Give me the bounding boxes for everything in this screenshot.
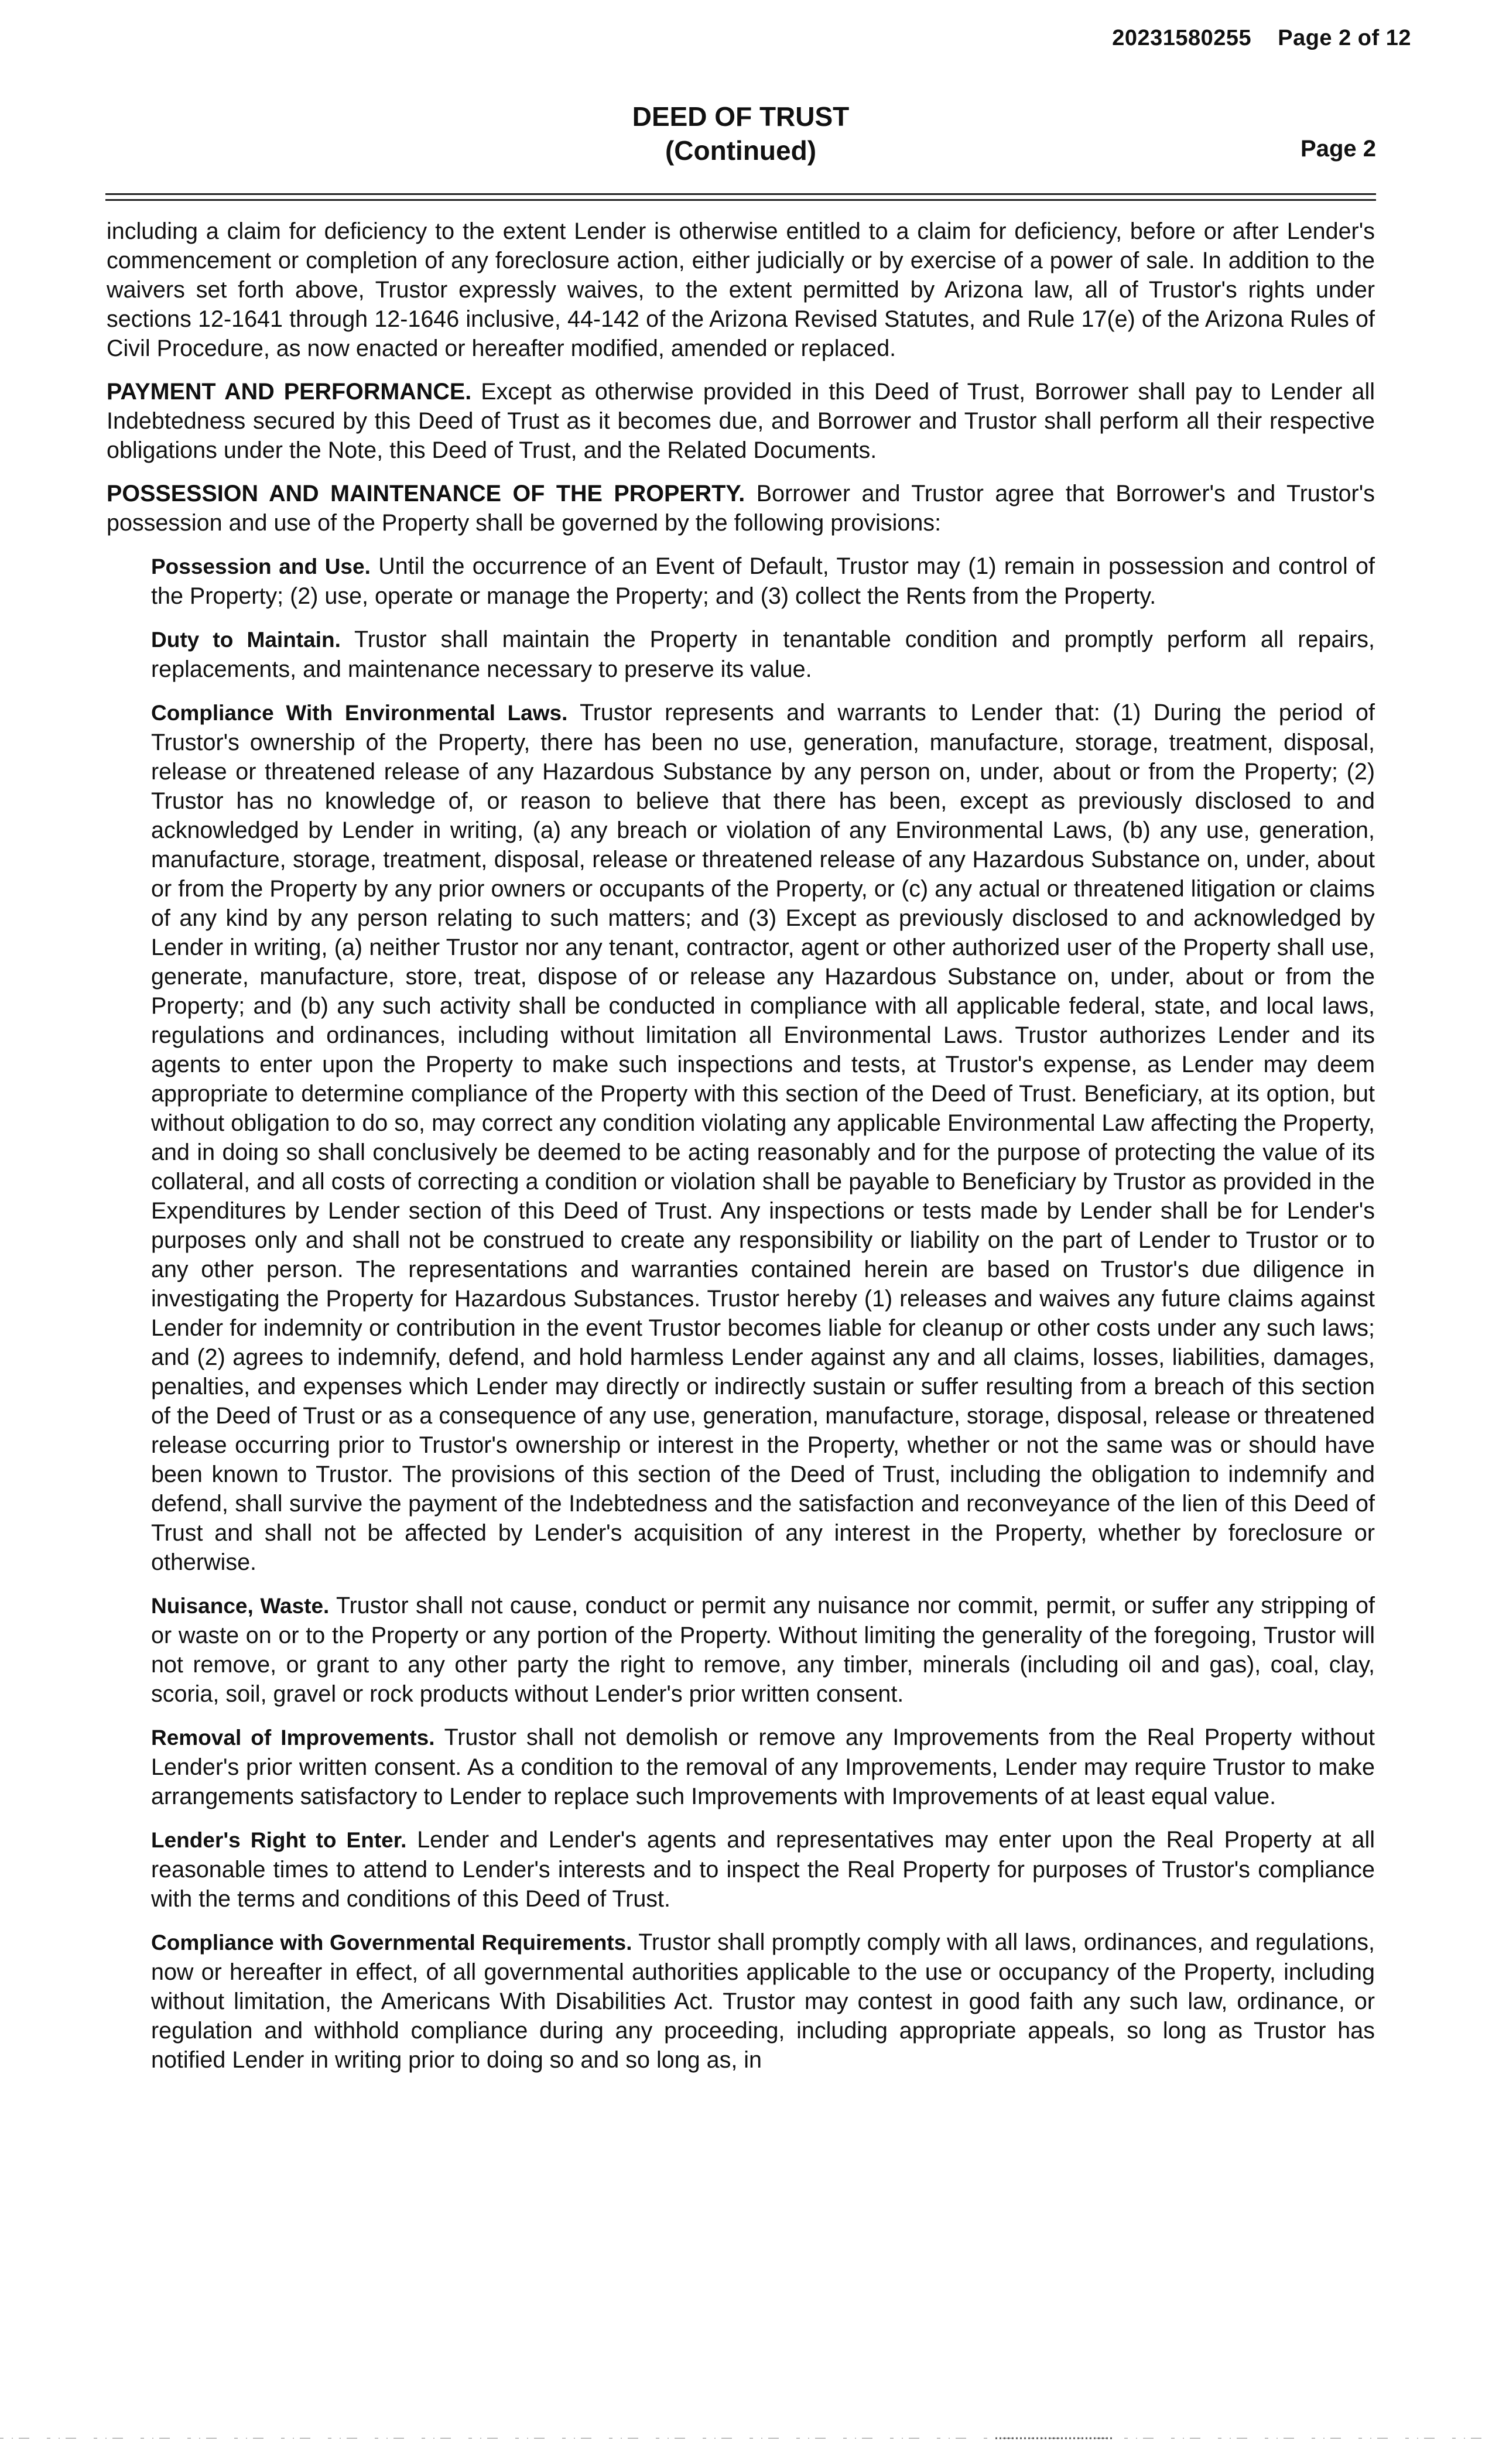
header-rule-bottom (105, 199, 1376, 201)
subsection-possession-and-use (107, 552, 1375, 611)
subsection-heading: Removal of Improvements. (151, 1726, 435, 1750)
paragraph-text: including a claim for deficiency to the extent Lender is otherwise entitled to a claim for deficiency, before or after Lender's commencement or completion of any foreclosure action, either judicially or by exercise of a power of sale. In addition to the waivers set forth above, Trustor expressly waives, to the extent permitted by Arizona law, all of Trustor's rights under sections 12-1641 through 12-1646 inclusive, 44-142 of the Arizona Revised Statutes, and Rule 17(e) of the Arizona Rules of Civil Procedure, as now enacted or hereafter modified, amended or replaced. (107, 218, 1375, 361)
paragraph-text: Trustor shall not demolish or remove any Improvements from the Real Property without Lender's prior written consent. As a condition to the removal of any Improvements, Lender may require Trustor to make arrangements satisfactory to Lender to replace such Improvements with Improvements of at least equal value. (151, 1724, 1375, 1809)
header-rule-top (105, 193, 1376, 195)
document-body (107, 217, 1375, 2089)
subsection-environmental-laws (107, 698, 1375, 1577)
subsection-heading: Compliance With Environmental Laws. (151, 701, 568, 725)
paragraph-text: Trustor shall promptly comply with all laws, ordinances, and regulations, now or hereafter in effect, of all governmental authorities applicable to the use or occupancy of the Property, including without limitation, the Americans With Disabilities Act. Trustor may contest in good faith any such law, ordinance, or regulation and withhold compliance during any proceeding, including appropriate appeals, so long as Trustor has notified Lender in writing prior to doing so and so long as, in (151, 1929, 1375, 2073)
document-header (105, 100, 1376, 167)
section-heading: POSSESSION AND MAINTENANCE OF THE PROPERTY. (107, 481, 745, 507)
document-number: 20231580255 (1112, 26, 1252, 50)
document-subtitle: (Continued) (665, 135, 817, 166)
page-label: Page 2 (1300, 136, 1376, 162)
recording-stamp (1112, 26, 1411, 51)
paragraph-text: Trustor shall not cause, conduct or permit any nuisance nor commit, permit, or suffer any stripping of or waste on or to the Property or any portion of the Property. Without limiting the generality of the foregoing, Trustor will not remove, or grant to any other party the right to remove, any timber, minerals (including oil and gas), coal, clay, scoria, soil, gravel or rock products without Lender's prior written consent. (151, 1593, 1375, 1707)
subsection-duty-to-maintain (107, 625, 1375, 684)
subsection-heading: Lender's Right to Enter. (151, 1828, 407, 1852)
subsection-governmental-requirements (107, 1928, 1375, 2075)
section-heading: PAYMENT AND PERFORMANCE. (107, 379, 472, 405)
section-payment-and-performance (107, 377, 1375, 465)
paragraph-text: Until the occurrence of an Event of Default, Trustor may (1) remain in possession and control of the Property; (2) use, operate or manage the Property; and (3) collect the Rents from the Property. (151, 553, 1375, 609)
paragraph-text: Except as otherwise provided in this Deed of Trust, Borrower shall pay to Lender all Indebtedness secured by this Deed of Trust as it becomes due, and Borrower and Trustor shall perform all their respective obligations under the Note, this Deed of Trust, and the Related Documents. (107, 379, 1375, 463)
subsection-heading: Compliance with Governmental Requirements. (151, 1931, 632, 1955)
scan-artifact-line (0, 2435, 1499, 2442)
subsection-heading: Nuisance, Waste. (151, 1594, 330, 1618)
subsection-removal-of-improvements (107, 1723, 1375, 1811)
subsection-heading: Duty to Maintain. (151, 628, 341, 652)
document-title: DEED OF TRUST (632, 101, 850, 132)
subsection-heading: Possession and Use. (151, 555, 371, 579)
paragraph-text: Lender and Lender's agents and representatives may enter upon the Real Property at all reasonable times to attend to Lender's interests and to inspect the Real Property for purposes of Trustor's compliance with the terms and conditions of this Deed of Trust. (151, 1827, 1375, 1912)
paragraph-continuation (107, 217, 1375, 363)
paragraph-text: Trustor shall maintain the Property in tenantable condition and promptly perform all repairs, replacements, and maintenance necessary to preserve its value. (151, 627, 1375, 682)
paragraph-text: Trustor represents and warrants to Lender that: (1) During the period of Trustor's ownership of the Property, there has been no use, generation, manufacture, storage, treatment, disposal, release or threatened release of any Hazardous Substance by any person on, under, about or from the Property; (2) Trustor has no knowledge of, or reason to believe that there has been, except as previously disclosed to and acknowledged by Lender in writing, (a) any breach or violation of any Environmental Laws, (b) any use, generation, manufacture, storage, treatment, disposal, release or threatened release of any Hazardous Substance on, under, about or from the Property by any prior owners or occupants of the Property, or (c) any actual or threatened litigation or claims of any kind by any person relating to such matters; and (3) Except as previously disclosed to and acknowledged by Lender in writing, (a) neither Trustor nor any tenant, contractor, agent or other authorized user of the Property shall use, generate, manufacture, store, treat, dispose of or release any Hazardous Substance on, under, about or from the Property; and (b) any such activity shall be conducted in compliance with all applicable federal, state, and local laws, regulations and ordinances, including without limitation all Environmental Laws. Trustor authorizes Lender and its agents to enter upon the Property to make such inspections and tests, at Trustor's expense, as Lender may deem appropriate to determine compliance of the Property with this section of the Deed of Trust. Beneficiary, at its option, but without obligation to do so, may correct any condition violating any applicable Environmental Law affecting the Property, and in doing so shall conclusively be deemed to be acting reasonably and for the purpose of protecting the value of its collateral, and all costs of correcting a condition or violation shall be payable to Beneficiary by Trustor as provided in the Expenditures by Lender section of this Deed of Trust. Any inspections or tests made by Lender shall be for Lender's purposes only and shall not be construed to create any responsibility or liability on the part of Lender to Trustor or to any other person. The representations and warranties contained herein are based on Trustor's due diligence in investigating the Property for Hazardous Substances. Trustor hereby (1) releases and waives any future claims against Lender for indemnity or contribution in the event Trustor becomes liable for cleanup or other costs under any such laws; and (2) agrees to indemnify, defend, and hold harmless Lender against any and all claims, losses, liabilities, damages, penalties, and expenses which Lender may directly or indirectly sustain or suffer resulting from a breach of this section of the Deed of Trust or as a consequence of any use, generation, manufacture, storage, disposal, release or threatened release occurring prior to Trustor's ownership or interest in the Property, whether or not the same was or should have been known to Trustor. The provisions of this section of the Deed of Trust, including the obligation to indemnify and defend, shall survive the payment of the Indebtedness and the satisfaction and reconveyance of the lien of this Deed of Trust and shall not be affected by Lender's acquisition of any interest in the Property, whether by foreclosure or otherwise. (151, 700, 1375, 1575)
subsection-nuisance-waste (107, 1591, 1375, 1709)
paragraph-text: Borrower and Trustor agree that Borrower's and Trustor's possession and use of the Property shall be governed by the following provisions: (107, 481, 1375, 536)
section-possession-and-maintenance (107, 479, 1375, 538)
page-count: Page 2 of 12 (1278, 26, 1411, 50)
subsection-lenders-right-to-enter (107, 1825, 1375, 1914)
